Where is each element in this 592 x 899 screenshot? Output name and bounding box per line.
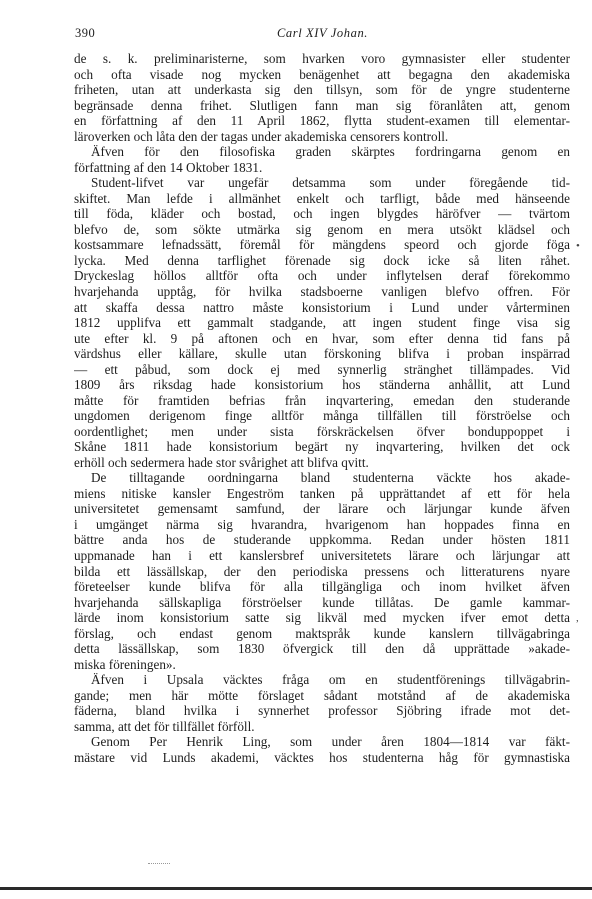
text-line: samma, att det för tillfället förföll. — [74, 718, 255, 734]
text-line: uppmanade han i ett kanslersbref universitetets lärare och lärjungar att — [74, 548, 570, 563]
margin-mark: , — [576, 612, 579, 624]
text-line: Student-lifvet var ungefär detsamma som under föregående tid- — [91, 175, 570, 191]
text-line: Genom Per Henrik Ling, som under åren 1804—1814 var fäkt- — [91, 734, 570, 750]
text-line: hvarjehanda upptåg, för hvilka stadsboerne vanligen blefvo offren. För — [74, 283, 570, 299]
text-line: en författning af den 11 April 1862, flytta student-examen till elementar- — [74, 113, 570, 129]
text-line: värdshus eller källare, skulle utan förskoning blifva i proban inspärrad — [74, 346, 570, 362]
body-text — [74, 51, 570, 765]
text-line: skiftet. Man lefde i allmänhet enkelt och tarfligt, både med hänseende — [74, 190, 570, 206]
text-line: gande; men här mötte förslaget sådant motstånd af de akademiska — [74, 687, 570, 703]
text-line: — ett påbud, som dock ej med synnerlig stränghet tillämpades. Vid — [74, 361, 570, 377]
text-line: kostsammare lefnadssätt, föremål för mängdens speord och gjorde föga — [74, 237, 570, 253]
text-line: författning af den 14 Oktober 1831. — [74, 159, 263, 175]
text-line: lärde inom konsistorium satte sig likväl med mycken ifver emot detta — [74, 610, 570, 626]
text-line: till föda, kläder och bostad, och ingen blygdes häröfver — tvärtom — [74, 206, 570, 222]
text-line: begränsade denna frihet. Slutligen fann man sig föranlåten att, genom — [74, 97, 570, 113]
text-line: mästare vid Lunds akademi, väcktes hos studenterna håg för gymnastiska — [74, 749, 570, 765]
text-line: måtte för framtiden befrias från inqvartering, emedan den studerande — [74, 392, 570, 408]
text-line: förslag, och endast genom maktspråk kunde kanslern tillvägabringa — [74, 625, 570, 641]
margin-mark: • — [576, 240, 580, 252]
text-line: miska föreningen». — [74, 656, 176, 672]
text-line: erhöll och sedermera hade stor svårighet att blifva qvitt. — [74, 454, 369, 470]
page-bottom-edge — [0, 887, 592, 890]
text-line: Äfven för den filosofiska graden skärptes fordringarna genom en — [91, 144, 570, 160]
text-line: företeelser kunde blifva för alla tillgängliga och inom hvilket äfven — [74, 579, 570, 595]
text-line: hvarjehanda sällskapliga förströelser kunde tillåtas. De gamle kammar- — [74, 594, 570, 610]
text-line: de s. k. preliminaristerne, som hvarken voro gymnasister eller studenter — [74, 51, 570, 66]
text-line: Skåne 1811 hade konsistorium begärt ny inqvartering, hvilken det ock — [74, 439, 570, 455]
text-line: oordentlighet; men under sista förskräckelsen öfver bonduppoppet i — [74, 423, 570, 439]
text-line: fäderna, bland hvilka i synnerhet professor Sjöbring ifrade mot det- — [74, 703, 570, 719]
text-line: Äfven i Upsala väcktes fråga om en studentförenings tillvägabrin- — [91, 672, 570, 688]
text-line: De tilltagande oordningarna bland studenterna väckte hos akade- — [91, 470, 570, 486]
text-line: detta lässällskap, som 1830 öfvergick till den då upprättade »akade- — [74, 641, 570, 657]
text-line: miens nitiske kansler Engeström tanken på upprättandet af ett för hela — [74, 485, 570, 501]
text-line: och ofta visade nog mycken benägenhet att begagna den akademiska — [74, 66, 570, 82]
text-line: lycka. Med denna tarflighet förenade sig dock icke så liten råhet. — [74, 252, 570, 268]
print-smudge — [148, 863, 170, 866]
page-header — [75, 26, 570, 42]
text-line: 1812 upplifva ett gammalt stadgande, att ingen student finge visa sig — [74, 315, 570, 331]
text-line: ungdomen derigenom finge alltför många tillfällen till förströelse och — [74, 408, 570, 424]
text-line: i umgänget närma sig hvarandra, hvarigenom han hoppades finna en — [74, 516, 570, 532]
text-line: läroverken och låta den der tagas under akademiska censorers kontroll. — [74, 128, 449, 144]
text-line: ute efter kl. 9 på aftonen och en hvar, som efter denna tid fans på — [74, 330, 570, 346]
text-line: bättre anda hos de studerande uppkomma. Redan under hösten 1811 — [74, 532, 570, 548]
text-line: att skaffa dessa nattro måste konsistorium i Lund under vårterminen — [74, 299, 570, 315]
text-line: blefvo de, som sökte utmärka sig genom en mera utsökt klädsel och — [74, 221, 570, 237]
text-line: universitetet gemensamt samfund, der lärare och lärjungar kunde äfven — [74, 501, 570, 517]
text-line: Dryckeslag höllos alltför ofta och under inflytelsen deraf förekommo — [74, 268, 570, 284]
text-line: friheten, utan att underkasta sig den tillsyn, som för de yngre studenterne — [74, 82, 570, 98]
text-line: bilda ett lässällskap, der den periodiska pressens och litteraturens nyare — [74, 563, 570, 579]
text-line: 1809 års riksdag hade konsistorium hos ständerna anhållit, att Lund — [74, 377, 570, 393]
page-number: 390 — [75, 26, 96, 40]
running-title: Carl XIV Johan. — [276, 26, 369, 40]
